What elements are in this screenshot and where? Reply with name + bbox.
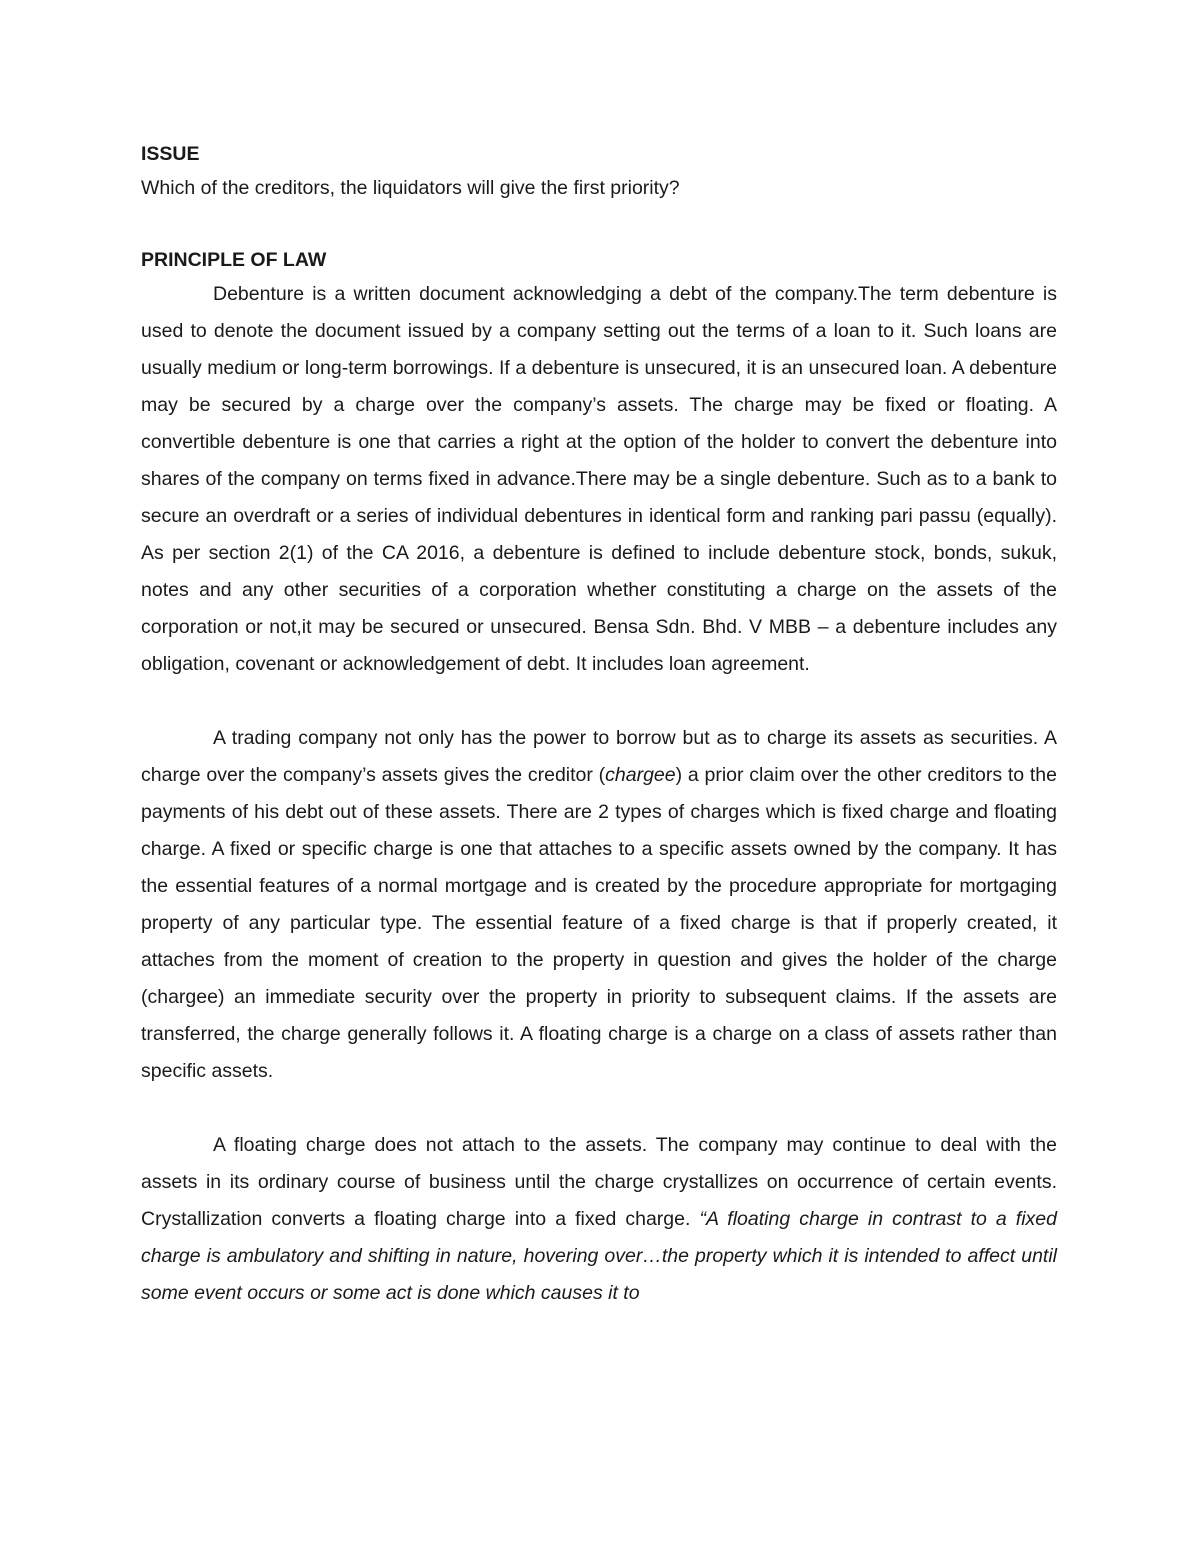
document-body <box>141 138 1057 1312</box>
paragraph-charges-text-2: ) a prior claim over the other creditors to the payments of his debt out of these assets. There are 2 types of charges which is fixed charge and floating charge. A fixed or specific charge is one that attaches to a specific assets owned by the company. It has the essential features of a normal mortgage and is created by the procedure appropriate for mortgaging property of any particular type. The essential feature of a fixed charge is that if properly created, it attaches from the moment of creation to the property in question and gives the holder of the charge (chargee) an immediate security over the property in priority to subsequent claims. If the assets are transferred, the charge generally follows it. A floating charge is a charge on a class of assets rather than specific assets. <box>141 764 1057 1082</box>
paragraph-floating-quote: “A floating charge in contrast to a fixed charge is ambulatory and shifting in nature, hovering over…the property which it is intended to affect until some event occurs or some act is done which causes it to <box>141 1208 1057 1304</box>
spacer <box>141 1090 1057 1127</box>
issue-question: Which of the creditors, the liquidators will give the first priority? <box>141 177 680 199</box>
paragraph-debenture: Debenture is a written document acknowledging a debt of the company.The term debenture is used to denote the document issued by a company setting out the terms of a loan to it. Such loans are usually medium or long-term borrowings. If a debenture is unsecured, it is an unsecured loan. A debenture may be secured by a charge over the company’s assets. The charge may be fixed or floating. A convertible debenture is one that carries a right at the option of the holder to convert the debenture into shares of the company on terms fixed in advance.There may be a single debenture. Such as to a bank to secure an overdraft or a series of individual debentures in identical form and ranking pari passu (equally). As per section 2(1) of the CA 2016, a debenture is defined to include debenture stock, bonds, sukuk, notes and any other securities of a corporation whether constituting a charge on the assets of the corporation or not,it may be secured or unsecured. Bensa Sdn. Bhd. V MBB – a debenture includes any obligation, covenant or acknowledgement of debt. It includes loan agreement. <box>141 283 1057 675</box>
paragraph-charges-text-1: A trading company not only has the power to borrow but as to charge its assets as securities. A charge over the company’s assets gives the creditor ( <box>141 727 1057 786</box>
paragraph-charges <box>141 720 1057 1090</box>
paragraph-floating-text: A floating charge does not attach to the assets. The company may continue to deal with the assets in its ordinary course of business until the charge crystallizes on occurrence of certain events. Crystallization converts a floating charge into a fixed charge. <box>141 1134 1057 1230</box>
spacer <box>141 683 1057 720</box>
issue-heading: ISSUE <box>141 143 200 165</box>
principle-heading: PRINCIPLE OF LAW <box>141 249 327 271</box>
paragraph-charges-italic: chargee <box>605 764 676 786</box>
paragraph-floating-charge <box>141 1127 1057 1312</box>
spacer <box>141 207 1057 244</box>
